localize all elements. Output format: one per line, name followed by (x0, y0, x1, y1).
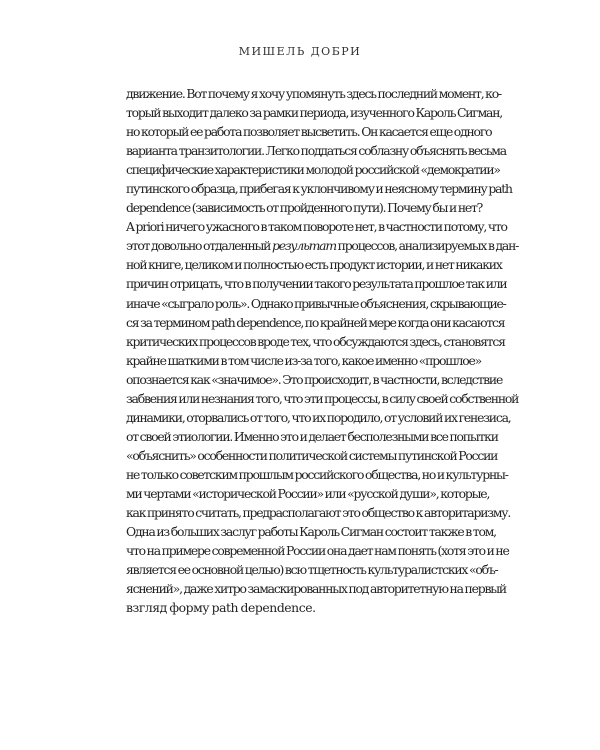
emphasized-word: результат (271, 238, 336, 254)
text-line: от своей этиологии. Именно это и делает бесполезными все попытки (126, 428, 498, 444)
running-head: МИШЕЛЬ ДОБРИ (238, 45, 362, 58)
text-line: динамики, оторвались от того, что их породило, от условий их генезиса, (126, 409, 511, 425)
text-line: ся за термином path dependence, по крайней мере когда они касаются (126, 314, 505, 330)
text-line: что на примере современной России она дает нам понять (хотя это и не (126, 543, 509, 559)
text-line: «объяснить» особенности политической системы путинской России (126, 447, 498, 463)
text-line: является ее основной целью) всю тщетность культуралистских «объ- (126, 562, 498, 578)
text-line: ной книге, целиком и полностью есть продукт истории, и нет никаких (126, 257, 502, 273)
text-line: торый выходит далеко за рамки периода, изученного Кароль Сигман, (126, 105, 503, 121)
text-line: путинского образца, прибегая к уклончивому и неясному термину path (126, 181, 512, 197)
text-line: специфические характеристики молодой российской «демократии» (126, 162, 500, 178)
text-line: A priori ничего ужасного в таком повороте нет, в частности потому, что (126, 219, 507, 235)
text-line: причин отрицать, что в получении такого результата прошлое так или (126, 276, 507, 292)
text-line: но который ее работа позволяет высветить. Он касается еще одного (126, 124, 492, 140)
text-line: ми чертами «исторической России» или «русской души», которые, (126, 485, 490, 501)
text-line: критических процессов вроде тех, что обсуждаются здесь, становятся (126, 333, 505, 349)
text-line: варианта транзитологии. Легко поддаться соблазну объяснять весьма (126, 143, 506, 159)
text-line: крайне шаткими в том числе из-за того, какое именно «прошлое» (126, 352, 481, 368)
text-line: яснений», даже хитро замаскированных под авторитетную на первый (126, 581, 506, 597)
text-line: иначе «сыграло роль». Однако привычные объяснения, скрывающие- (126, 295, 506, 311)
text-line: взгляд форму path dependence. (126, 600, 316, 616)
text-line: не только советским прошлым российского общества, но и культурны- (126, 466, 508, 482)
text-line: этот довольно отдаленный результат процессов, анализируемых в дан- (126, 238, 519, 254)
body-text (126, 84, 519, 617)
text-line: движение. Вот почему я хочу упомянуть здесь последний момент, ко- (126, 86, 501, 101)
text-line: Одна из больших заслуг работы Кароль Сигман состоит также в том, (126, 524, 496, 540)
text-line: dependence (зависимость от пройденного пути). Почему бы и нет? (126, 200, 483, 216)
text-line: забвения или незнания того, что эти процессы, в силу своей собственной (126, 390, 519, 406)
text-line: опознается как «значимое». Это происходит, в частности, вследствие (126, 371, 503, 387)
text-line: как принято считать, предрасполагают это общество к авторитаризму. (126, 505, 511, 521)
